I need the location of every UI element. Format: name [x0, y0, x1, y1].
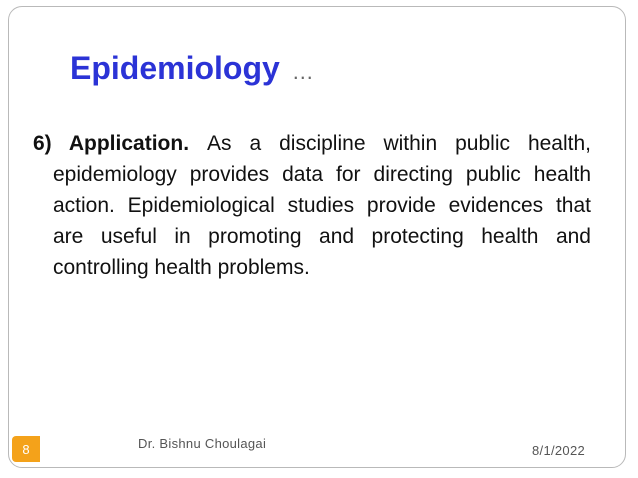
slide-title-text: Epidemiology	[70, 50, 280, 86]
body-text: As a discipline within public health, epidemiology provides data for directing public health action. Epidemiological studies provide evidences that are useful in promoting and protecting health and controlling health problems.	[53, 132, 591, 279]
footer-author: Dr. Bishnu Choulagai	[138, 436, 267, 451]
footer-date: 8/1/2022	[532, 443, 586, 458]
body-lead: 6) Application.	[33, 132, 207, 155]
slide-title	[70, 50, 315, 87]
slide-body	[33, 128, 591, 283]
page-number: 8	[22, 441, 30, 457]
slide-title-ellipsis: …	[291, 59, 315, 84]
page-number-badge	[12, 436, 40, 462]
